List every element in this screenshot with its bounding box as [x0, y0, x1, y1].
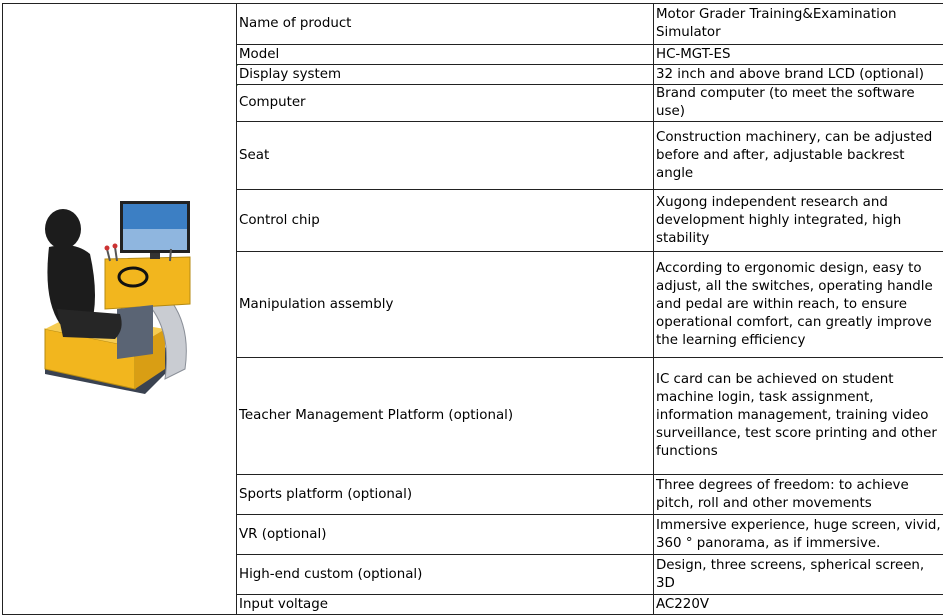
row-label: Seat: [237, 122, 654, 190]
row-value: AC220V: [654, 595, 943, 615]
row-label: Manipulation assembly: [237, 252, 654, 358]
row-label: High-end custom (optional): [237, 555, 654, 595]
row-label: VR (optional): [237, 515, 654, 555]
row-label: Model: [237, 45, 654, 65]
row-label: Display system: [237, 65, 654, 85]
row-value: Construction machinery, can be adjusted before and after, adjustable backrest angle: [654, 122, 943, 190]
row-value: Three degrees of freedom: to achieve pitch, roll and other movements: [654, 475, 943, 515]
row-label: Control chip: [237, 190, 654, 252]
table-row: [3, 4, 943, 45]
row-label: Input voltage: [237, 595, 654, 615]
product-image-cell: [3, 4, 237, 615]
row-value: According to ergonomic design, easy to adjust, all the switches, operating handle and pedal are within reach, to ensure operational comfort, can greatly improve the learning efficiency: [654, 252, 943, 358]
spec-table: [2, 3, 943, 615]
row-value: 32 inch and above brand LCD (optional): [654, 65, 943, 85]
simulator-image: [35, 189, 205, 429]
row-value: Brand computer (to meet the software use): [654, 85, 943, 122]
row-value: IC card can be achieved on student machine login, task assignment, information management, training video surveillance, test score printing and other functions: [654, 358, 943, 475]
row-value: Immersive experience, huge screen, vivid, 360 ° panorama, as if immersive.: [654, 515, 943, 555]
row-value: Motor Grader Training&Examination Simulator: [654, 4, 943, 45]
row-label: Teacher Management Platform (optional): [237, 358, 654, 475]
row-label: Computer: [237, 85, 654, 122]
row-label: Sports platform (optional): [237, 475, 654, 515]
row-value: Xugong independent research and development highly integrated, high stability: [654, 190, 943, 252]
row-label: Name of product: [237, 4, 654, 45]
row-value: HC-MGT-ES: [654, 45, 943, 65]
row-value: Design, three screens, spherical screen, 3D: [654, 555, 943, 595]
